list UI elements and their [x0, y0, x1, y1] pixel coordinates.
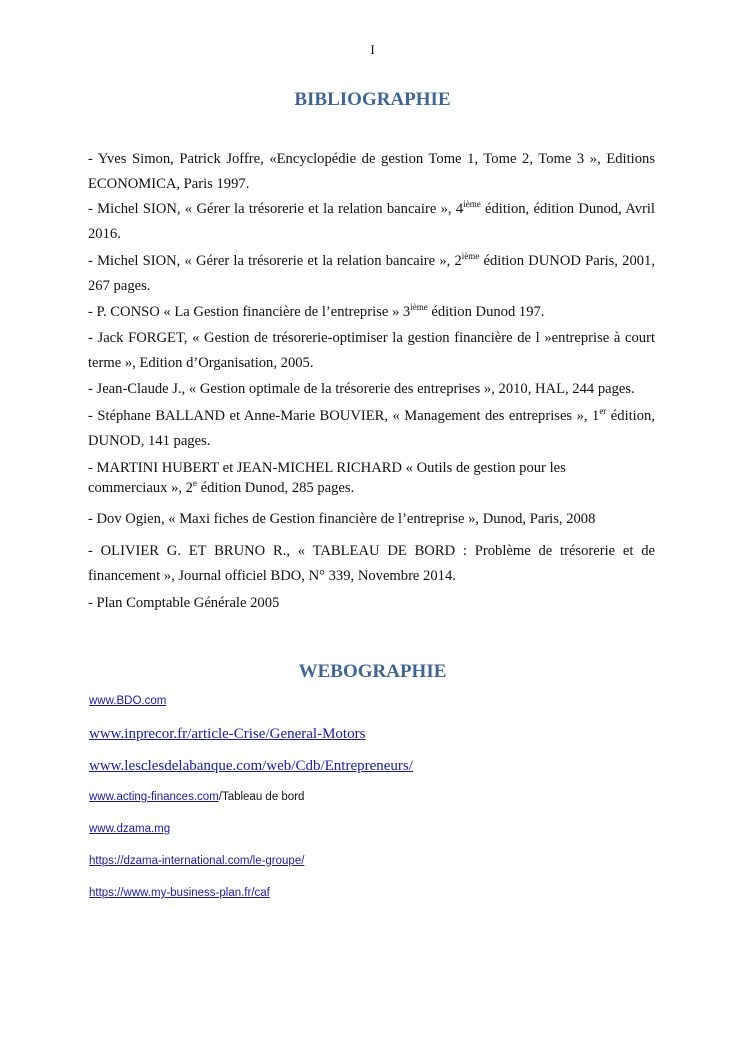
bib-entry: [88, 539, 655, 589]
entry-text: - Jean-Claude J., « Gestion optimale de la trésorerie des entreprises », 2010, HAL, 244 pages.: [88, 381, 635, 397]
web-link-item: [89, 855, 304, 867]
web-link[interactable]: www.acting-finances.com: [89, 791, 219, 803]
web-link[interactable]: www.lesclesdelabanque.com/web/Cdb/Entrepreneurs/: [89, 758, 413, 774]
entry-text: édition, édition Dunod, Avril 2016.: [88, 201, 655, 242]
entry-text: - Dov Ogien, « Maxi fiches de Gestion financière de l’entreprise », Dunod, Paris, 2008: [88, 511, 596, 527]
bib-entry: [88, 377, 655, 402]
link-suffix: /Tableau de bord: [218, 791, 305, 803]
entry-text: - Michel SION, « Gérer la trésorerie et la relation bancaire », 4: [88, 201, 464, 217]
webography-heading: WEBOGRAPHIE: [298, 661, 447, 682]
entry-text: - MARTINI HUBERT et JEAN-MICHEL RICHARD « Outils de gestion pour les commerciaux », 2: [88, 460, 566, 496]
web-link[interactable]: https://dzama-international.com/le-groupe/: [89, 855, 305, 867]
entry-text: - Michel SION, « Gérer la trésorerie et la relation bancaire », 2: [88, 253, 462, 269]
superscript: ième: [461, 251, 480, 261]
entry-text: - OLIVIER G. ET BRUNO R., « TABLEAU DE BORD : Problème de trésorerie et de financement », Journal officiel BDO, N° 339, Novembre 2014.: [88, 543, 655, 584]
web-link[interactable]: www.inprecor.fr/article-Crise/General-Motors: [89, 726, 366, 742]
entry-text: édition Dunod 197.: [427, 304, 545, 320]
entry-text: - Stéphane BALLAND et Anne-Marie BOUVIER, « Management des entreprises », 1: [88, 408, 600, 424]
web-link[interactable]: www.dzama.mg: [89, 823, 171, 835]
web-link[interactable]: www.BDO.com: [89, 695, 167, 707]
entry-text: édition DUNOD Paris, 2001, 267 pages.: [88, 253, 655, 294]
entry-text: édition, DUNOD, 141 pages.: [88, 408, 655, 449]
web-link-item: [89, 726, 365, 743]
entry-text: - P. CONSO « La Gestion financière de l’entreprise » 3: [88, 304, 411, 320]
superscript: er: [599, 406, 607, 416]
web-link-item: [89, 823, 170, 835]
bib-entry: [88, 300, 655, 325]
superscript: e: [192, 478, 197, 488]
web-link-item: [89, 791, 304, 803]
bib-entry: [88, 458, 598, 498]
entry-text: - Plan Comptable Générale 2005: [88, 595, 280, 611]
entry-text: - Jack FORGET, « Gestion de trésorerie-optimiser la gestion financière de l »entreprise à court terme », Edition d’Organisation, 2005.: [88, 330, 655, 371]
web-link-item: [89, 887, 270, 899]
bib-entry: [88, 147, 655, 197]
bibliography-heading: BIBLIOGRAPHIE: [294, 89, 451, 110]
bib-entry: [88, 326, 655, 376]
web-link-item: [89, 695, 166, 707]
web-link-item: [89, 758, 413, 775]
bib-entry: [88, 404, 655, 454]
entry-text: édition Dunod, 285 pages.: [196, 480, 355, 496]
entry-text: - Yves Simon, Patrick Joffre, «Encyclopédie de gestion Tome 1, Tome 2, Tome 3 », Editions ECONOMICA, Paris 1997.: [88, 151, 655, 192]
bib-entry: [88, 591, 655, 616]
superscript: ième: [410, 302, 428, 312]
web-link[interactable]: https://www.my-business-plan.fr/caf: [89, 887, 270, 899]
page-number: I: [370, 42, 375, 57]
bib-entry: [88, 197, 655, 247]
bib-entry: [88, 249, 655, 299]
bib-entry: [88, 507, 655, 532]
superscript: ième: [463, 199, 481, 209]
